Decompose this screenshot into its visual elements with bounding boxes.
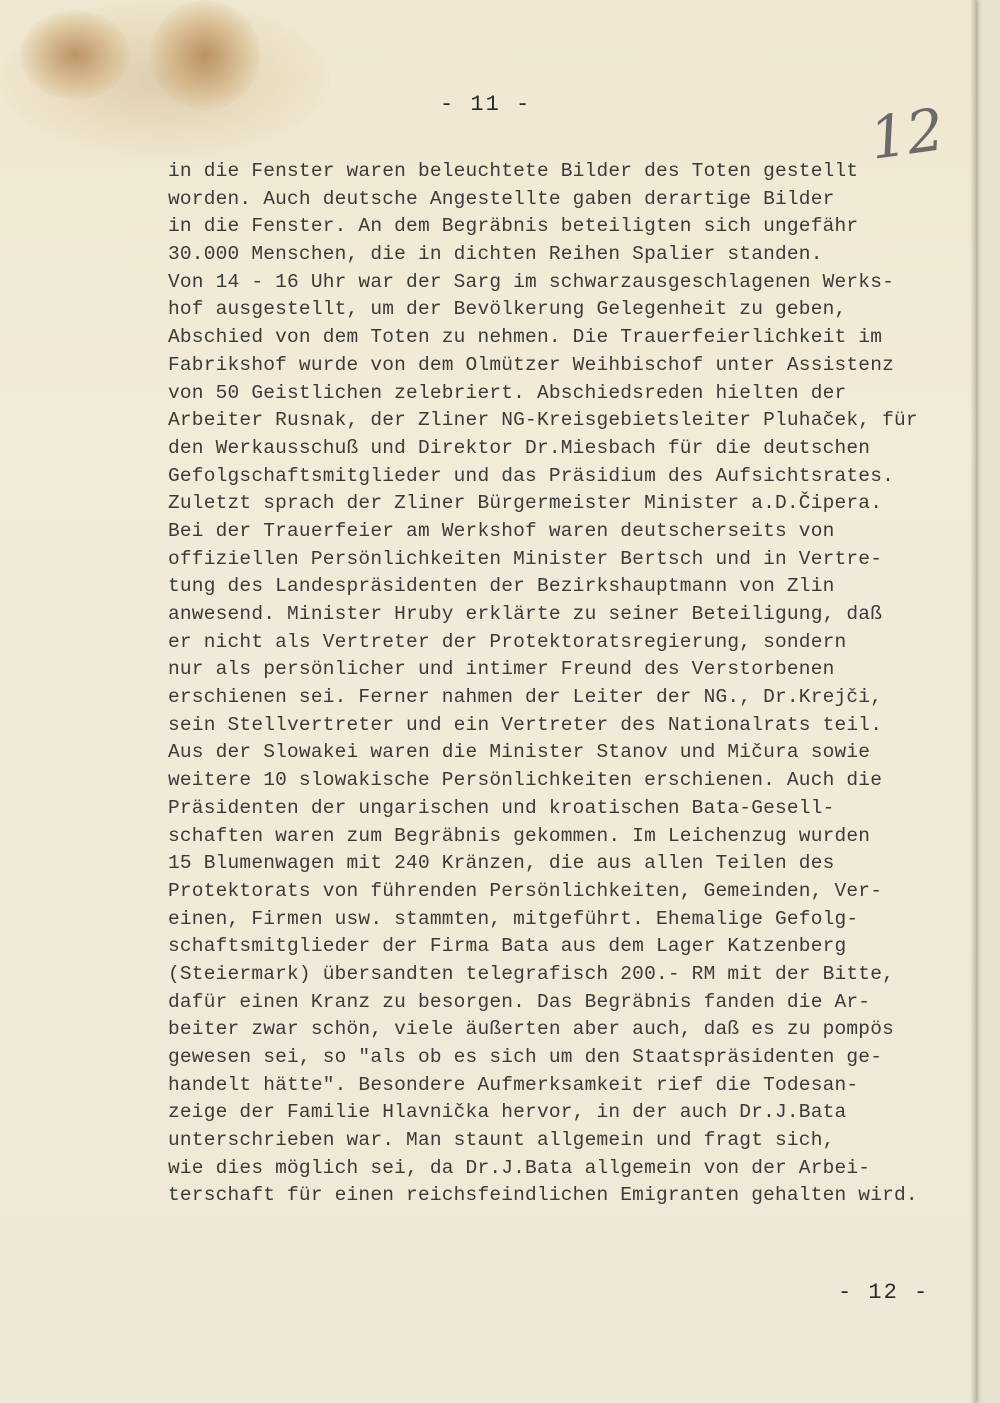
text-line: unterschrieben war. Man staunt allgemein und fragt sich, — [168, 1129, 835, 1152]
text-line: Präsidenten der ungarischen und kroatischen Bata-Gesell- — [168, 796, 835, 819]
text-line: Arbeiter Rusnak, der Zliner NG-Kreisgebietsleiter Pluhaček, für — [168, 409, 918, 432]
text-line: er nicht als Vertreter der Protektoratsregierung, sondern — [168, 630, 847, 653]
page-number: - 11 - — [440, 92, 532, 117]
text-line: hof ausgestellt, um der Bevölkerung Gelegenheit zu geben, — [168, 298, 847, 321]
water-stain — [20, 10, 130, 100]
text-line: einen, Firmen usw. stammten, mitgeführt. Ehemalige Gefolg- — [168, 907, 859, 930]
water-stain — [150, 0, 260, 110]
text-line: wie dies möglich sei, da Dr.J.Bata allgemein von der Arbei- — [168, 1156, 871, 1179]
text-line: schaften waren zum Begräbnis gekommen. Im Leichenzug wurden — [168, 824, 871, 847]
text-line: terschaft für einen reichsfeindlichen Emigranten gehalten wird. — [168, 1184, 918, 1207]
text-line: von 50 Geistlichen zelebriert. Abschiedsreden hielten der — [168, 381, 847, 404]
text-line: in die Fenster. An dem Begräbnis beteiligten sich ungefähr — [168, 215, 859, 238]
text-line: Aus der Slowakei waren die Minister Stanov und Mičura sowie — [168, 741, 871, 764]
text-line: Protektorats von führenden Persönlichkeiten, Gemeinden, Ver- — [168, 879, 883, 902]
text-line: Von 14 - 16 Uhr war der Sarg im schwarzausgeschlagenen Werks- — [168, 270, 895, 293]
text-line: Abschied von dem Toten zu nehmen. Die Trauerfeierlichkeit im — [168, 326, 883, 349]
text-line: zeige der Familie Hlavnička hervor, in der auch Dr.J.Bata — [168, 1101, 847, 1124]
text-line: Bei der Trauerfeier am Werkshof waren deutscherseits von — [168, 519, 835, 542]
text-line: (Steiermark) übersandten telegrafisch 200.- RM mit der Bitte, — [168, 962, 895, 985]
text-line: sein Stellvertreter und ein Vertreter des Nationalrats teil. — [168, 713, 883, 736]
text-line: weitere 10 slowakische Persönlichkeiten erschienen. Auch die — [168, 769, 883, 792]
text-line: handelt hätte". Besondere Aufmerksamkeit rief die Todesan- — [168, 1073, 859, 1096]
text-line: gewesen sei, so "als ob es sich um den Staatspräsidenten ge- — [168, 1046, 883, 1068]
typed-body-text — [168, 158, 948, 1210]
text-line: den Werkausschuß und Direktor Dr.Miesbach für die deutschen — [168, 436, 871, 459]
text-line: 15 Blumenwagen mit 240 Kränzen, die aus allen Teilen des — [168, 852, 835, 875]
handwritten-page-annotation: 12 — [865, 95, 949, 173]
text-line: offiziellen Persönlichkeiten Minister Bertsch und in Vertre- — [168, 547, 883, 570]
text-line: nur als persönlicher und intimer Freund des Verstorbenen — [168, 658, 835, 681]
next-page-marker: - 12 - — [838, 1280, 930, 1305]
text-line: Zuletzt sprach der Zliner Bürgermeister Minister a.D.Čipera. — [168, 492, 883, 515]
text-line: anwesend. Minister Hruby erklärte zu seiner Beteiligung, daß — [168, 603, 883, 625]
text-line: 30.000 Menschen, die in dichten Reihen Spalier standen. — [168, 243, 823, 266]
page-edge-shadow — [970, 0, 976, 1403]
text-line: dafür einen Kranz zu besorgen. Das Begräbnis fanden die Ar- — [168, 990, 871, 1013]
text-line: erschienen sei. Ferner nahmen der Leiter der NG., Dr.Krejči, — [168, 686, 883, 709]
text-line: tung des Landespräsidenten der Bezirkshauptmann von Zlin — [168, 575, 835, 598]
text-line: Fabrikshof wurde von dem Olmützer Weihbischof unter Assistenz — [168, 353, 895, 376]
text-line: Gefolgschaftsmitglieder und das Präsidium des Aufsichtsrates. — [168, 464, 895, 487]
text-line: in die Fenster waren beleuchtete Bilder des Toten gestellt — [168, 160, 859, 182]
text-line: worden. Auch deutsche Angestellte gaben derartige Bilder — [168, 187, 835, 210]
text-line: beiter zwar schön, viele äußerten aber auch, daß es zu pompös — [168, 1018, 895, 1041]
text-line: schaftsmitglieder der Firma Bata aus dem Lager Katzenberg — [168, 935, 847, 958]
